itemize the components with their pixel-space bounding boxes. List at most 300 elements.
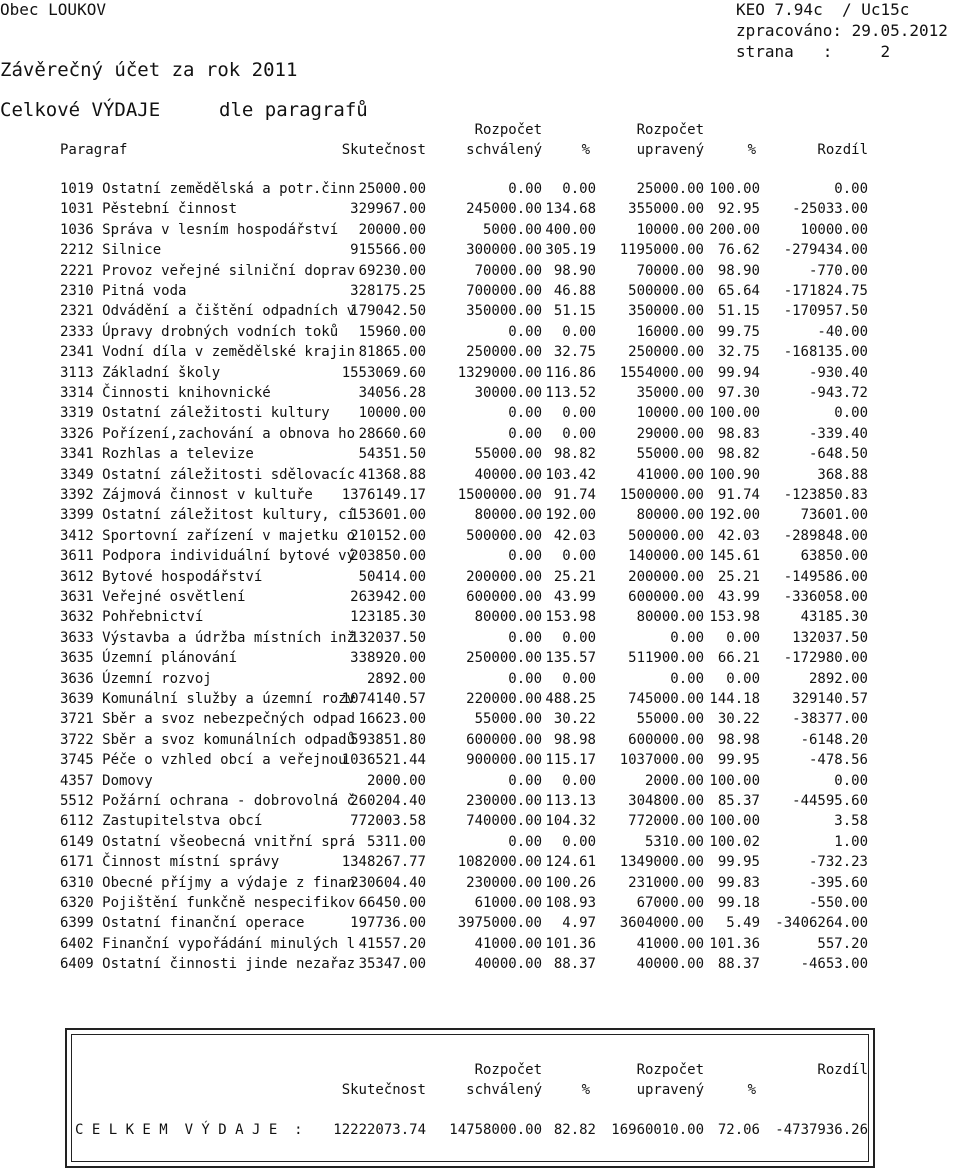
row-skutecnost: 35347.00 xyxy=(358,956,426,973)
row-paragraf: 6310 Obecné příjmy a výdaje z finan xyxy=(60,874,356,891)
row-pct-schvaleny: 124.61 xyxy=(545,854,596,871)
row-pct-schvaleny: 153.98 xyxy=(545,609,596,626)
table-row xyxy=(0,546,960,566)
row-skutecnost: 1348267.77 xyxy=(341,854,426,871)
row-rozdil: -289848.00 xyxy=(783,527,868,544)
row-skutecnost: 1074140.57 xyxy=(341,691,426,707)
col-rozpocet-schvaleny-top: Rozpočet xyxy=(474,122,542,138)
row-pct-upraveny: 0.00 xyxy=(726,629,760,646)
row-schvaleny: 250000.00 xyxy=(466,650,542,667)
row-rozdil: -930.40 xyxy=(808,364,868,381)
row-pct-upraveny: 100.00 xyxy=(709,772,760,789)
row-pct-schvaleny: 42.03 xyxy=(553,527,596,544)
row-schvaleny: 80000.00 xyxy=(474,609,542,626)
row-skutecnost: 50414.00 xyxy=(358,568,426,585)
row-schvaleny: 600000.00 xyxy=(466,589,542,605)
row-schvaleny: 1329000.00 xyxy=(457,364,542,381)
total-col-pct-schvaleny: % xyxy=(581,1082,590,1098)
row-skutecnost: 1376149.17 xyxy=(341,487,426,503)
row-rozdil: -168135.00 xyxy=(783,344,868,361)
total-pct-upraveny: 72.06 xyxy=(717,1122,760,1138)
row-skutecnost: 25000.00 xyxy=(358,181,426,197)
row-upraveny: 600000.00 xyxy=(628,589,704,605)
row-upraveny: 29000.00 xyxy=(636,425,704,442)
row-skutecnost: 2892.00 xyxy=(366,670,426,687)
row-pct-upraveny: 97.30 xyxy=(717,385,760,401)
row-schvaleny: 0.00 xyxy=(508,629,542,646)
table-row xyxy=(0,628,960,648)
row-schvaleny: 1500000.00 xyxy=(457,487,542,503)
table-row xyxy=(0,689,960,709)
row-schvaleny: 0.00 xyxy=(508,405,542,422)
row-pct-schvaleny: 4.97 xyxy=(562,915,596,932)
row-rozdil: -336058.00 xyxy=(783,589,868,605)
row-schvaleny: 0.00 xyxy=(508,323,542,340)
table-row xyxy=(0,424,960,444)
total-col-rozpocet-upraveny-top: Rozpočet xyxy=(636,1062,704,1078)
row-paragraf: 3636 Územní rozvoj xyxy=(60,670,212,687)
row-schvaleny: 0.00 xyxy=(508,833,542,850)
row-pct-upraveny: 76.62 xyxy=(717,242,760,259)
table-row xyxy=(0,567,960,587)
table-row xyxy=(0,811,960,831)
row-schvaleny: 0.00 xyxy=(508,548,542,565)
row-paragraf: 3612 Bytové hospodářství xyxy=(60,568,263,585)
row-pct-schvaleny: 488.25 xyxy=(545,691,596,707)
row-skutecnost: 260204.40 xyxy=(350,793,426,809)
row-skutecnost: 41557.20 xyxy=(358,935,426,952)
row-pct-schvaleny: 43.99 xyxy=(553,589,596,605)
row-schvaleny: 200000.00 xyxy=(466,568,542,585)
row-pct-upraveny: 92.95 xyxy=(717,201,760,218)
row-upraveny: 600000.00 xyxy=(628,731,704,748)
row-schvaleny: 0.00 xyxy=(508,181,542,197)
row-pct-schvaleny: 0.00 xyxy=(562,670,596,687)
row-pct-schvaleny: 113.52 xyxy=(545,385,596,401)
row-pct-upraveny: 100.02 xyxy=(709,833,760,850)
row-pct-upraveny: 99.94 xyxy=(717,364,760,381)
row-pct-schvaleny: 0.00 xyxy=(562,405,596,422)
row-pct-schvaleny: 113.13 xyxy=(545,793,596,809)
row-paragraf: 2341 Vodní díla v zemědělské krajin xyxy=(60,344,356,361)
row-pct-upraveny: 98.90 xyxy=(717,262,760,279)
row-schvaleny: 0.00 xyxy=(508,670,542,687)
row-paragraf: 1019 Ostatní zemědělská a potr.činn xyxy=(60,181,356,197)
row-rozdil: -943.72 xyxy=(808,385,868,401)
row-rozdil: 0.00 xyxy=(834,405,868,422)
row-upraveny: 80000.00 xyxy=(636,507,704,524)
row-pct-upraveny: 51.15 xyxy=(717,303,760,320)
row-schvaleny: 40000.00 xyxy=(474,466,542,483)
row-rozdil: -478.56 xyxy=(808,752,868,769)
row-pct-schvaleny: 116.86 xyxy=(545,364,596,381)
row-pct-schvaleny: 400.00 xyxy=(545,221,596,238)
row-pct-upraveny: 0.00 xyxy=(726,670,760,687)
row-schvaleny: 5000.00 xyxy=(482,221,542,238)
table-row xyxy=(0,505,960,525)
row-paragraf: 3639 Komunální služby a územní rozv xyxy=(60,691,356,707)
row-pct-upraveny: 42.03 xyxy=(717,527,760,544)
row-schvaleny: 600000.00 xyxy=(466,731,542,748)
table-row xyxy=(0,791,960,811)
page-title: Závěrečný účet za rok 2011 xyxy=(0,59,298,81)
row-rozdil: -3406264.00 xyxy=(775,915,868,932)
row-paragraf: 6409 Ostatní činnosti jinde nezařaz xyxy=(60,956,356,973)
row-upraveny: 41000.00 xyxy=(636,935,704,952)
row-pct-upraveny: 100.90 xyxy=(709,466,760,483)
row-paragraf: 3635 Územní plánování xyxy=(60,650,238,667)
row-paragraf: 6402 Finanční vypořádání minulých l xyxy=(60,935,356,952)
table-row xyxy=(0,730,960,750)
row-paragraf: 6399 Ostatní finanční operace xyxy=(60,915,305,932)
row-pct-schvaleny: 305.19 xyxy=(545,242,596,259)
row-skutecnost: 20000.00 xyxy=(358,221,426,238)
row-rozdil: -25033.00 xyxy=(792,201,868,218)
table-row xyxy=(0,709,960,729)
row-upraveny: 0.00 xyxy=(670,629,704,646)
row-upraveny: 41000.00 xyxy=(636,466,704,483)
total-upraveny: 16960010.00 xyxy=(611,1122,704,1138)
row-pct-schvaleny: 98.98 xyxy=(553,731,596,748)
row-pct-upraveny: 85.37 xyxy=(717,793,760,809)
row-skutecnost: 1036521.44 xyxy=(341,752,426,769)
page-number: strana : 2 xyxy=(736,42,891,61)
row-paragraf: 5512 Požární ochrana - dobrovolná č xyxy=(60,793,356,809)
table-row xyxy=(0,526,960,546)
row-schvaleny: 900000.00 xyxy=(466,752,542,769)
section-subtitle: dle paragrafů xyxy=(219,99,368,121)
row-schvaleny: 1082000.00 xyxy=(457,854,542,871)
row-pct-schvaleny: 46.88 xyxy=(553,283,596,299)
table-row xyxy=(0,220,960,240)
row-pct-upraveny: 32.75 xyxy=(717,344,760,361)
row-rozdil: -123850.83 xyxy=(783,487,868,503)
row-schvaleny: 250000.00 xyxy=(466,344,542,361)
table-row xyxy=(0,261,960,281)
row-pct-upraveny: 66.21 xyxy=(717,650,760,667)
row-rozdil: -648.50 xyxy=(808,446,868,463)
table-row xyxy=(0,485,960,505)
total-label: C E L K E M V Ý D A J E : xyxy=(75,1122,303,1138)
row-skutecnost: 338920.00 xyxy=(350,650,426,667)
total-col-pct-upraveny: % xyxy=(747,1082,756,1098)
row-pct-upraveny: 65.64 xyxy=(717,283,760,299)
row-schvaleny: 230000.00 xyxy=(466,793,542,809)
row-upraveny: 500000.00 xyxy=(628,283,704,299)
row-pct-upraveny: 100.00 xyxy=(709,181,760,197)
row-paragraf: 1036 Správa v lesním hospodářství xyxy=(60,221,339,238)
table-row xyxy=(0,465,960,485)
row-paragraf: 2321 Odvádění a čištění odpadních v xyxy=(60,303,356,320)
total-col-schvaleny: schválený xyxy=(466,1082,542,1098)
row-upraveny: 55000.00 xyxy=(636,711,704,728)
row-pct-upraveny: 192.00 xyxy=(709,507,760,524)
row-schvaleny: 500000.00 xyxy=(466,527,542,544)
table-row xyxy=(0,669,960,689)
row-rozdil: -38377.00 xyxy=(792,711,868,728)
report-code: KEO 7.94c / Uc15c xyxy=(736,0,910,19)
row-skutecnost: 34056.28 xyxy=(358,385,426,401)
row-paragraf: 3399 Ostatní záležitost kultury, cí xyxy=(60,507,356,524)
row-upraveny: 2000.00 xyxy=(644,772,704,789)
row-skutecnost: 1553069.60 xyxy=(341,364,426,381)
row-pct-schvaleny: 108.93 xyxy=(545,895,596,911)
row-paragraf: 6171 Činnost místní správy xyxy=(60,854,280,871)
row-paragraf: 4357 Domovy xyxy=(60,772,153,789)
row-paragraf: 6112 Zastupitelstva obcí xyxy=(60,813,263,830)
row-upraveny: 16000.00 xyxy=(636,323,704,340)
row-skutecnost: 41368.88 xyxy=(358,466,426,483)
row-skutecnost: 329967.00 xyxy=(350,201,426,218)
total-col-upraveny: upravený xyxy=(636,1082,704,1098)
row-pct-upraveny: 99.83 xyxy=(717,874,760,891)
row-schvaleny: 0.00 xyxy=(508,772,542,789)
row-upraveny: 200000.00 xyxy=(628,568,704,585)
row-pct-schvaleny: 25.21 xyxy=(553,568,596,585)
row-skutecnost: 230604.40 xyxy=(350,874,426,891)
total-skutecnost: 12222073.74 xyxy=(333,1122,426,1138)
row-rozdil: -171824.75 xyxy=(783,283,868,299)
row-paragraf: 6320 Pojištění funkčně nespecifikov xyxy=(60,895,356,911)
col-pct-upraveny: % xyxy=(747,142,756,158)
row-pct-schvaleny: 0.00 xyxy=(562,425,596,442)
row-skutecnost: 54351.50 xyxy=(358,446,426,463)
row-pct-schvaleny: 98.82 xyxy=(553,446,596,463)
row-pct-upraveny: 99.75 xyxy=(717,323,760,340)
row-skutecnost: 69230.00 xyxy=(358,262,426,279)
row-upraveny: 745000.00 xyxy=(628,691,704,707)
row-rozdil: 2892.00 xyxy=(808,670,868,687)
row-rozdil: -44595.60 xyxy=(792,793,868,809)
row-rozdil: 43185.30 xyxy=(800,609,868,626)
row-schvaleny: 740000.00 xyxy=(466,813,542,830)
row-pct-upraveny: 25.21 xyxy=(717,568,760,585)
row-pct-upraveny: 91.74 xyxy=(717,487,760,503)
row-schvaleny: 220000.00 xyxy=(466,691,542,707)
row-skutecnost: 593851.80 xyxy=(350,731,426,748)
row-pct-schvaleny: 192.00 xyxy=(545,507,596,524)
row-skutecnost: 210152.00 xyxy=(350,527,426,544)
table-row xyxy=(0,832,960,852)
row-rozdil: -4653.00 xyxy=(800,956,868,973)
row-pct-upraveny: 144.18 xyxy=(709,691,760,707)
row-rozdil: 3.58 xyxy=(834,813,868,830)
row-pct-upraveny: 100.00 xyxy=(709,405,760,422)
row-pct-schvaleny: 101.36 xyxy=(545,935,596,952)
row-rozdil: 368.88 xyxy=(817,466,868,483)
row-upraveny: 1037000.00 xyxy=(619,752,704,769)
row-schvaleny: 245000.00 xyxy=(466,201,542,218)
row-rozdil: 0.00 xyxy=(834,772,868,789)
row-upraveny: 350000.00 xyxy=(628,303,704,320)
row-paragraf: 2212 Silnice xyxy=(60,242,162,259)
col-upraveny: upravený xyxy=(636,142,704,158)
row-skutecnost: 10000.00 xyxy=(358,405,426,422)
row-upraveny: 10000.00 xyxy=(636,405,704,422)
row-rozdil: 73601.00 xyxy=(800,507,868,524)
row-schvaleny: 70000.00 xyxy=(474,262,542,279)
table-row xyxy=(0,281,960,301)
row-skutecnost: 123185.30 xyxy=(350,609,426,626)
row-upraveny: 1554000.00 xyxy=(619,364,704,381)
row-pct-schvaleny: 115.17 xyxy=(545,752,596,769)
row-skutecnost: 263942.00 xyxy=(350,589,426,605)
col-paragraf: Paragraf xyxy=(60,142,128,158)
row-paragraf: 3412 Sportovní zařízení v majetku o xyxy=(60,527,356,544)
row-paragraf: 2333 Úpravy drobných vodních toků xyxy=(60,323,339,340)
row-pct-schvaleny: 98.90 xyxy=(553,262,596,279)
row-rozdil: 132037.50 xyxy=(792,629,868,646)
row-schvaleny: 40000.00 xyxy=(474,956,542,973)
row-pct-upraveny: 153.98 xyxy=(709,609,760,626)
col-skutecnost: Skutečnost xyxy=(341,142,426,158)
row-skutecnost: 16623.00 xyxy=(358,711,426,728)
table-row xyxy=(0,750,960,770)
row-pct-upraveny: 98.83 xyxy=(717,425,760,442)
row-skutecnost: 197736.00 xyxy=(350,915,426,932)
row-upraveny: 5310.00 xyxy=(644,833,704,850)
table-row xyxy=(0,893,960,913)
row-rozdil: -550.00 xyxy=(808,895,868,911)
row-pct-upraveny: 99.95 xyxy=(717,752,760,769)
row-upraveny: 55000.00 xyxy=(636,446,704,463)
row-upraveny: 1349000.00 xyxy=(619,854,704,871)
table-row xyxy=(0,852,960,872)
row-pct-schvaleny: 0.00 xyxy=(562,833,596,850)
table-row xyxy=(0,301,960,321)
row-skutecnost: 328175.25 xyxy=(350,283,426,299)
row-upraveny: 500000.00 xyxy=(628,527,704,544)
row-upraveny: 355000.00 xyxy=(628,201,704,218)
row-upraveny: 231000.00 xyxy=(628,874,704,891)
row-skutecnost: 5311.00 xyxy=(366,833,426,850)
row-schvaleny: 300000.00 xyxy=(466,242,542,259)
row-schvaleny: 61000.00 xyxy=(474,895,542,911)
row-paragraf: 1031 Pěstební činnost xyxy=(60,201,238,218)
row-paragraf: 3633 Výstavba a údržba místních inž xyxy=(60,629,356,646)
row-pct-schvaleny: 0.00 xyxy=(562,772,596,789)
row-upraveny: 35000.00 xyxy=(636,385,704,401)
row-paragraf: 6149 Ostatní všeobecná vnitřní sprá xyxy=(60,833,356,850)
row-schvaleny: 41000.00 xyxy=(474,935,542,952)
row-upraveny: 70000.00 xyxy=(636,262,704,279)
row-skutecnost: 772003.58 xyxy=(350,813,426,830)
table-row xyxy=(0,648,960,668)
row-upraveny: 1500000.00 xyxy=(619,487,704,503)
row-skutecnost: 66450.00 xyxy=(358,895,426,911)
row-pct-schvaleny: 91.74 xyxy=(553,487,596,503)
row-rozdil: 10000.00 xyxy=(800,221,868,238)
row-rozdil: -40.00 xyxy=(817,323,868,340)
row-rozdil: -172980.00 xyxy=(783,650,868,667)
col-pct-schvaleny: % xyxy=(581,142,590,158)
row-upraveny: 772000.00 xyxy=(628,813,704,830)
row-skutecnost: 132037.50 xyxy=(350,629,426,646)
row-rozdil: -149586.00 xyxy=(783,568,868,585)
table-row xyxy=(0,322,960,342)
row-schvaleny: 350000.00 xyxy=(466,303,542,320)
row-rozdil: -770.00 xyxy=(808,262,868,279)
row-rozdil: 329140.57 xyxy=(792,691,868,707)
row-paragraf: 2310 Pitná voda xyxy=(60,283,187,299)
row-paragraf: 3392 Zájmová činnost v kultuře xyxy=(60,487,313,503)
row-rozdil: -6148.20 xyxy=(800,731,868,748)
row-pct-upraveny: 98.82 xyxy=(717,446,760,463)
row-skutecnost: 179042.50 xyxy=(350,303,426,320)
row-skutecnost: 28660.60 xyxy=(358,425,426,442)
row-rozdil: 557.20 xyxy=(817,935,868,952)
row-pct-schvaleny: 0.00 xyxy=(562,181,596,197)
row-pct-upraveny: 88.37 xyxy=(717,956,760,973)
total-col-rozdil: Rozdíl xyxy=(817,1062,868,1078)
row-upraveny: 0.00 xyxy=(670,670,704,687)
row-pct-schvaleny: 100.26 xyxy=(545,874,596,891)
row-paragraf: 3632 Pohřebnictví xyxy=(60,609,204,626)
row-rozdil: 63850.00 xyxy=(800,548,868,565)
row-pct-upraveny: 145.61 xyxy=(709,548,760,565)
row-pct-schvaleny: 0.00 xyxy=(562,548,596,565)
row-skutecnost: 81865.00 xyxy=(358,344,426,361)
row-upraveny: 511900.00 xyxy=(628,650,704,667)
table-row xyxy=(0,444,960,464)
row-rozdil: -279434.00 xyxy=(783,242,868,259)
row-paragraf: 3745 Péče o vzhled obcí a veřejnou xyxy=(60,752,347,769)
row-schvaleny: 80000.00 xyxy=(474,507,542,524)
row-pct-schvaleny: 104.32 xyxy=(545,813,596,830)
row-upraveny: 25000.00 xyxy=(636,181,704,197)
row-paragraf: 3349 Ostatní záležitosti sdělovacíc xyxy=(60,466,356,483)
row-upraveny: 80000.00 xyxy=(636,609,704,626)
row-pct-schvaleny: 32.75 xyxy=(553,344,596,361)
table-row xyxy=(0,199,960,219)
row-paragraf: 3721 Sběr a svoz nebezpečných odpad xyxy=(60,711,356,728)
row-paragraf: 3113 Základní školy xyxy=(60,364,221,381)
row-rozdil: -339.40 xyxy=(808,425,868,442)
row-pct-upraveny: 98.98 xyxy=(717,731,760,748)
row-pct-schvaleny: 135.57 xyxy=(545,650,596,667)
row-pct-upraveny: 99.18 xyxy=(717,895,760,911)
row-paragraf: 2221 Provoz veřejné silniční doprav xyxy=(60,262,356,279)
row-pct-upraveny: 101.36 xyxy=(709,935,760,952)
row-upraveny: 304800.00 xyxy=(628,793,704,809)
row-schvaleny: 700000.00 xyxy=(466,283,542,299)
table-row xyxy=(0,771,960,791)
row-paragraf: 3631 Veřejné osvětlení xyxy=(60,589,246,605)
row-pct-upraveny: 30.22 xyxy=(717,711,760,728)
col-schvaleny: schválený xyxy=(466,142,542,158)
row-skutecnost: 2000.00 xyxy=(366,772,426,789)
table-row xyxy=(0,934,960,954)
row-upraveny: 250000.00 xyxy=(628,344,704,361)
row-paragraf: 3319 Ostatní záležitosti kultury xyxy=(60,405,330,422)
row-schvaleny: 30000.00 xyxy=(474,385,542,401)
row-pct-schvaleny: 51.15 xyxy=(553,303,596,320)
table-row xyxy=(0,342,960,362)
row-rozdil: 0.00 xyxy=(834,181,868,197)
row-rozdil: -170957.50 xyxy=(783,303,868,320)
table-row xyxy=(0,179,960,199)
total-schvaleny: 14758000.00 xyxy=(449,1122,542,1138)
section-title: Celkové VÝDAJE xyxy=(0,99,161,121)
processed-date: zpracováno: 29.05.2012 xyxy=(736,21,948,40)
table-row xyxy=(0,954,960,974)
row-paragraf: 3326 Pořízení,zachování a obnova ho xyxy=(60,425,356,442)
row-pct-schvaleny: 30.22 xyxy=(553,711,596,728)
row-schvaleny: 230000.00 xyxy=(466,874,542,891)
table-row xyxy=(0,913,960,933)
table-row xyxy=(0,587,960,607)
row-rozdil: -732.23 xyxy=(808,854,868,871)
